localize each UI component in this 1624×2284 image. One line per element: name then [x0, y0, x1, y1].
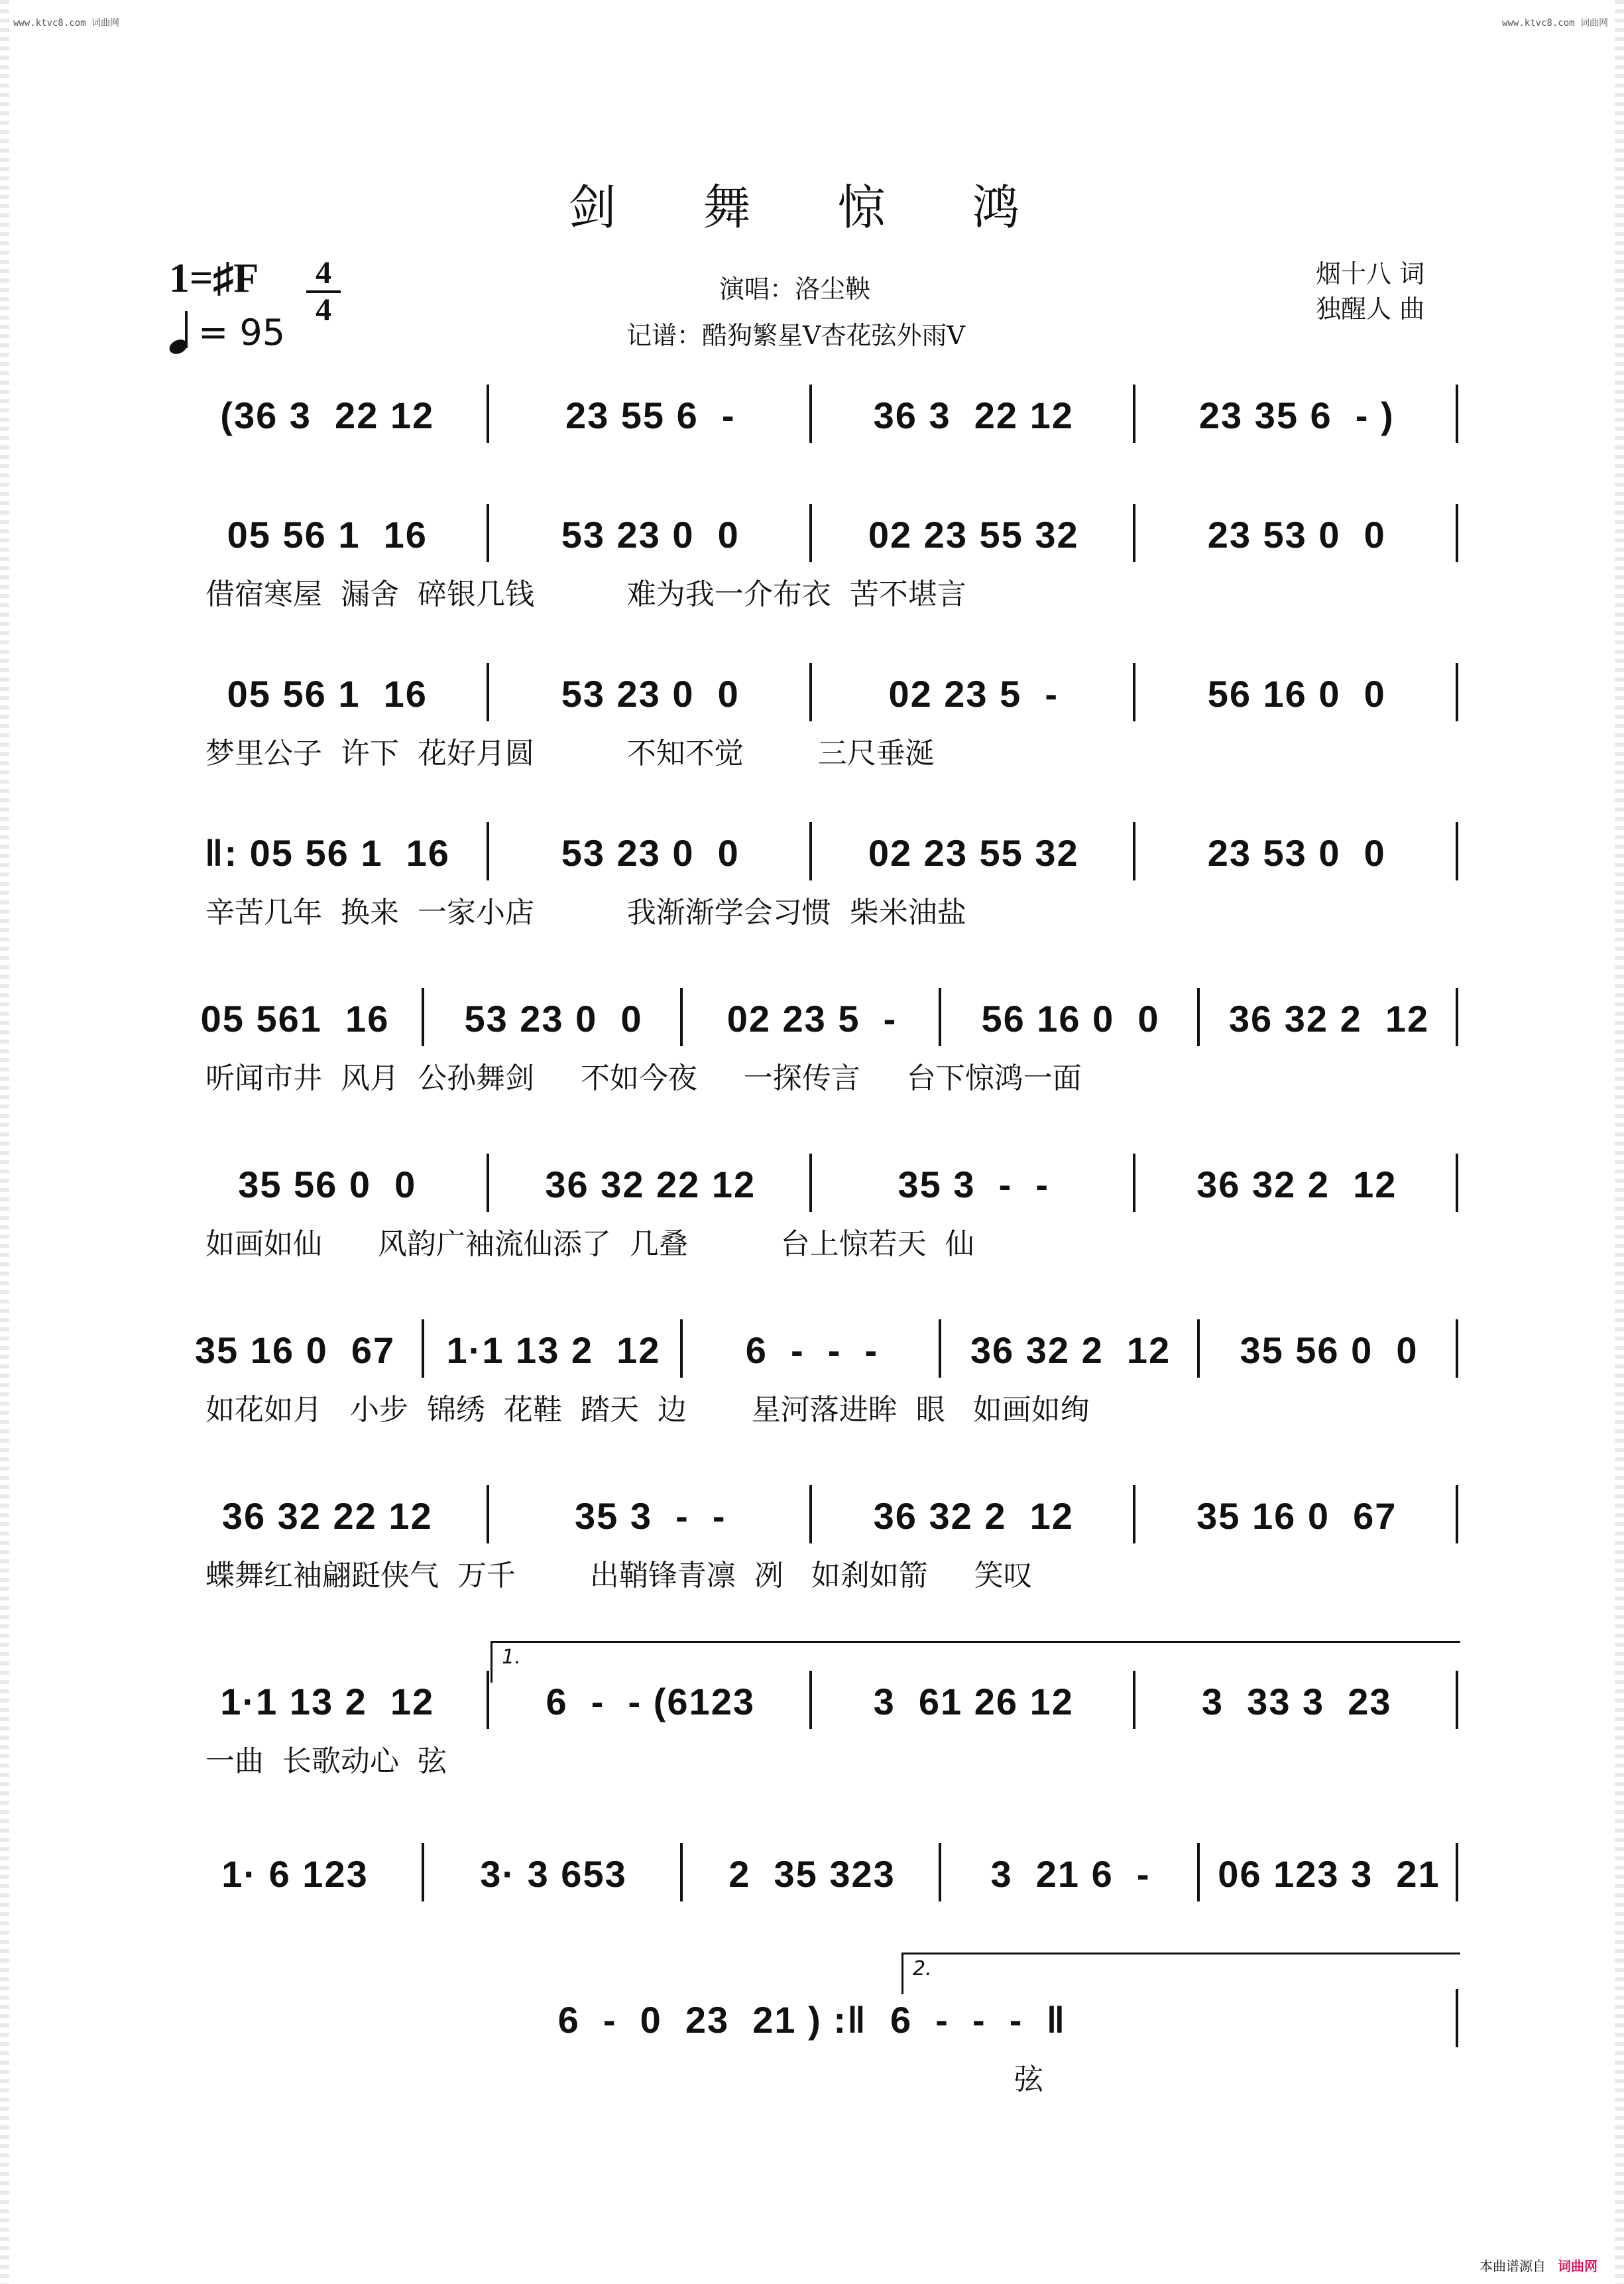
barline — [1456, 822, 1458, 880]
measure: 35 56 0 0 — [238, 1164, 417, 1205]
measure: 35 16 0 67 — [1196, 1495, 1397, 1537]
barline — [809, 385, 812, 443]
barline — [809, 1154, 812, 1212]
measure: 35 3 - - — [574, 1495, 726, 1537]
measure: 6 - 0 23 21 ) :‖ 6 - - - ‖ — [557, 1999, 1067, 2041]
barline — [1456, 1843, 1458, 1901]
measure: 36 32 22 12 — [221, 1495, 433, 1537]
barline — [1456, 1485, 1458, 1543]
barline — [809, 663, 812, 721]
measure: 36 32 22 12 — [545, 1164, 756, 1205]
barline — [809, 1485, 812, 1543]
measure: 53 23 0 0 — [561, 832, 740, 874]
measure: 23 35 6 - ) — [1198, 394, 1395, 436]
notation-line — [166, 504, 1458, 564]
barline — [487, 1485, 489, 1543]
notation-line — [166, 1989, 1458, 2049]
barline — [487, 663, 489, 721]
measure: 36 32 2 12 — [1228, 998, 1430, 1040]
barline — [1456, 504, 1458, 562]
barline — [1456, 1319, 1458, 1378]
lyrics-line: 梦里公子 许下 花好月圆 不知不觉 三尺垂涎 — [205, 737, 935, 770]
measure: 36 32 2 12 — [1196, 1164, 1397, 1205]
notation-line — [166, 1485, 1458, 1545]
measure: 6 - - - — [745, 1329, 879, 1371]
volta-second — [901, 1953, 1460, 1994]
measure: 53 23 0 0 — [464, 998, 643, 1040]
notation-line — [166, 1319, 1458, 1379]
barline — [1456, 988, 1458, 1046]
barline — [680, 1319, 683, 1378]
lyrics-line: 如花如月 小步 锦绣 花鞋 踏天 边 星河落进眸 眼 如画如绚 — [205, 1393, 1090, 1427]
measure: 02 23 55 32 — [868, 514, 1079, 556]
barline — [939, 1319, 941, 1378]
barline — [487, 1154, 489, 1212]
footer — [1479, 2255, 1597, 2275]
barline — [1133, 663, 1135, 721]
footer-label: 本曲谱源自 — [1479, 2258, 1546, 2274]
barline — [422, 1319, 424, 1378]
volta-label: 2. — [913, 1957, 932, 1980]
barline — [1133, 504, 1135, 562]
measure: 02 23 5 - — [888, 673, 1059, 715]
watermark-left: www.ktvc8.com 词曲网 — [13, 18, 120, 29]
lyrics-line: 借宿寒屋 漏舍 碎银几钱 难为我一介布衣 苦不堪言 — [205, 577, 966, 611]
measure: ‖: 05 56 1 16 — [204, 832, 450, 874]
notation-line — [166, 663, 1458, 723]
footer-brand: 词曲网 — [1558, 2258, 1597, 2274]
measure: 02 23 55 32 — [868, 832, 1079, 874]
measure: 23 55 6 - — [565, 394, 736, 436]
barline — [1456, 1989, 1458, 2047]
right-margin-pattern — [1615, 0, 1624, 2284]
measure: 05 56 1 16 — [227, 673, 428, 715]
measure: 06 123 3 21 — [1218, 1853, 1440, 1895]
measure: 53 23 0 0 — [561, 514, 740, 556]
barline — [487, 1671, 489, 1729]
lyrics-line: 弦 — [1014, 2063, 1043, 2096]
tempo-value: = 95 — [198, 312, 286, 353]
barline — [1133, 1485, 1135, 1543]
lyrics-line: 听闻市井 风月 公孙舞剑 不如今夜 一探传言 台下惊鸿一面 — [205, 1061, 1082, 1095]
transcriber-credit: 记谱：酷狗繁星V杏花弦外雨V — [626, 321, 965, 350]
measure: 3 33 3 23 — [1201, 1681, 1392, 1722]
measure: 2 35 323 — [728, 1853, 896, 1895]
measure: 53 23 0 0 — [561, 673, 740, 715]
barline — [1197, 1843, 1200, 1901]
barline — [487, 822, 489, 880]
song-title: 剑 舞 惊 鸿 — [568, 180, 1056, 235]
watermark-right: www.ktvc8.com 词曲网 — [1501, 18, 1608, 29]
notation-line — [166, 822, 1458, 882]
measure: 05 561 16 — [200, 998, 390, 1040]
barline — [422, 1843, 424, 1901]
barline — [422, 988, 424, 1046]
measure: 05 56 1 16 — [227, 514, 428, 556]
lyrics-line: 辛苦几年 换来 一家小店 我渐渐学会习惯 柴米油盐 — [205, 896, 966, 930]
barline — [1133, 1154, 1135, 1212]
measure: 35 16 0 67 — [194, 1329, 396, 1371]
measure: 35 3 - - — [898, 1164, 1050, 1205]
measure: 1· 6 123 — [221, 1853, 369, 1895]
measure: 36 32 2 12 — [970, 1329, 1171, 1371]
measure: 1·1 13 2 12 — [446, 1329, 661, 1371]
measure: 36 3 22 12 — [873, 394, 1074, 436]
volta-label: 1. — [502, 1646, 521, 1669]
measure: 23 53 0 0 — [1207, 832, 1386, 874]
barline — [487, 504, 489, 562]
measure: 6 - - (6123 — [546, 1681, 755, 1722]
measure: 1·1 13 2 12 — [220, 1681, 435, 1722]
barline — [1133, 385, 1135, 443]
measure: 36 32 2 12 — [873, 1495, 1074, 1537]
notation-line — [166, 1843, 1458, 1903]
barline — [809, 822, 812, 880]
barline — [939, 1843, 941, 1901]
notation-line — [166, 385, 1458, 444]
barline — [1456, 663, 1458, 721]
time-signature — [306, 257, 341, 326]
key-signature: 1=♯F — [169, 256, 259, 301]
barline — [487, 385, 489, 443]
barline — [1133, 822, 1135, 880]
measure: 35 56 0 0 — [1240, 1329, 1419, 1371]
lyrics-line: 蝶舞红袖翩跹侠气 万千 出鞘锋青凛 冽 如刹如箭 笑叹 — [205, 1559, 1033, 1593]
tempo-marking — [169, 312, 285, 353]
measure: 02 23 5 - — [726, 998, 898, 1040]
barline — [680, 988, 683, 1046]
notation-line — [166, 1154, 1458, 1213]
barline — [680, 1843, 683, 1901]
measure: 3· 3 653 — [480, 1853, 627, 1895]
notation-line — [166, 988, 1458, 1048]
barline — [1456, 385, 1458, 443]
barline — [939, 988, 941, 1046]
measure: (36 3 22 12 — [220, 394, 435, 436]
barline — [1456, 1154, 1458, 1212]
quarter-note-icon — [169, 312, 192, 353]
composer-credit: 独醒人 曲 — [1316, 294, 1425, 324]
barline — [809, 504, 812, 562]
measure: 23 53 0 0 — [1207, 514, 1386, 556]
time-signature-bottom: 4 — [316, 292, 331, 328]
measure: 56 16 0 0 — [981, 998, 1160, 1040]
time-signature-top: 4 — [316, 255, 331, 290]
volta-first — [491, 1641, 1460, 1683]
left-margin-pattern — [0, 0, 9, 2284]
measure: 3 21 6 - — [990, 1853, 1151, 1895]
lyrics-line: 如画如仙 风韵广袖流仙添了 几叠 台上惊若天 仙 — [205, 1227, 974, 1261]
barline — [1197, 1319, 1200, 1378]
measure: 3 61 26 12 — [873, 1681, 1074, 1722]
barline — [1197, 988, 1200, 1046]
lyrics-line: 一曲 长歌动心 弦 — [205, 1744, 447, 1778]
lyricist-credit: 烟十八 词 — [1316, 259, 1425, 288]
measure: 56 16 0 0 — [1207, 673, 1386, 715]
singer-credit: 演唱：洛尘鞅 — [719, 274, 871, 304]
